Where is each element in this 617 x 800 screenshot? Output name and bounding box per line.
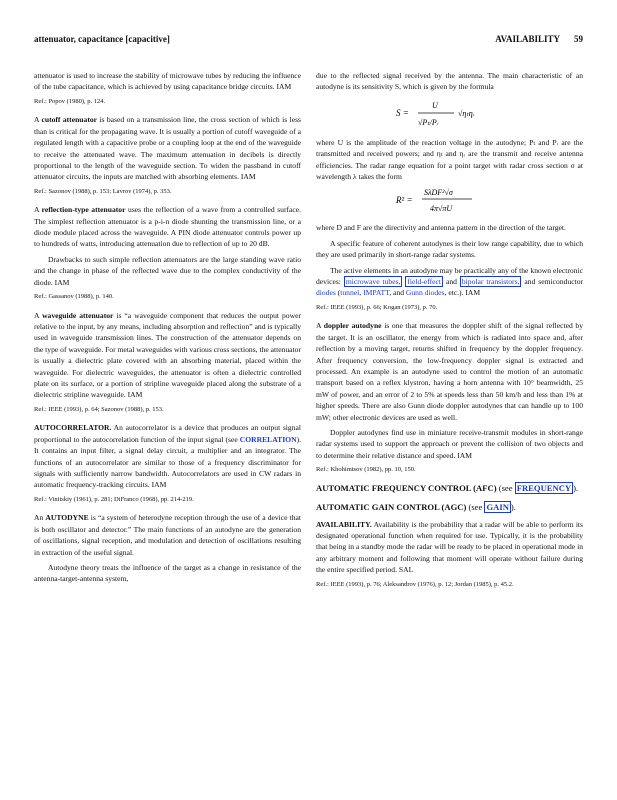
afc-entry: AUTOMATIC FREQUENCY CONTROL (AFC) (see FREQUENCY ). (316, 482, 579, 493)
formula-denominator: √Pₜ/Pᵣ (418, 117, 439, 127)
range-formula (316, 186, 583, 216)
tunnel-link[interactable]: tunnel (340, 288, 360, 298)
term: doppler autodyne (323, 321, 382, 331)
running-head-title: AVAILABILITY (495, 34, 560, 44)
reference: Ref.: IEEE (1993), p. 64; Sazonov (1988), p. 153. (34, 405, 164, 413)
reference: Ref.: IEEE (1993), p. 76; Aleksandrov (1976), p. 12; Jordan (1985), p. 45.2. (316, 580, 514, 588)
sensitivity-formula (316, 97, 583, 131)
left-column (34, 70, 301, 589)
formula-tail: √ηₜηᵣ (458, 108, 475, 118)
correlation-link[interactable]: CORRELATION (239, 434, 297, 444)
reference: Ref.: Vinitskiy (1961), p. 281; DiFranco (1968), pp. 214-219. (34, 495, 194, 503)
diodes-link[interactable]: diodes (316, 288, 336, 298)
paragraph: where D and F are the directivity and antenna pattern in the direction of the target. (316, 223, 566, 233)
running-head-left: attenuator, capacitance [capacitive] (34, 34, 170, 44)
gunn-diodes-link[interactable]: Gunn diodes (405, 288, 445, 298)
term: AUTODYNE (45, 513, 89, 523)
paragraph: due to the reflected signal received by the antenna. The main characteristic of an autodyne is its sensitivity S, which is given by the formula (316, 71, 583, 92)
running-head-right (495, 34, 583, 44)
formula-numerator: SλDF²√σ (424, 188, 453, 198)
page-header (34, 34, 583, 48)
term: AUTOCORRELATOR. (34, 423, 112, 433)
formula-numerator: U (432, 100, 438, 110)
gain-link[interactable]: GAIN (486, 502, 509, 513)
autocorrelator-entry: AUTOCORRELATOR. An autocorrelator is a device that produces an output signal proportional to the autocorrelation function of the input signal (see CORRELATION). It contains an input filter, a signal delay circuit, a multiplier and an integrator. The functions of an autocorrelator are similar to those of a frequency discriminator for signals with sufficiently narrow bandwidth. Autocorrelators are used in CW radars in automatic frequency-tracking circuits. IAM (34, 423, 301, 490)
reference: Ref.: IEEE (1993), p. 66; Kogan (1973), p. 70. (316, 303, 438, 311)
term: AVAILABILITY. (316, 519, 372, 529)
paragraph: where U is the amplitude of the reaction voltage in the autodyne; Pₜ and Pᵣ are the transmitted and received powers; and ηₜ and ηᵣ are the transmit and receive antenna efficiencies. The radar range equation for a point target with radar cross section σ at wavelength λ takes the form (316, 137, 583, 182)
reference: Ref.: Popov (1980), p. 124. (34, 97, 106, 105)
paragraph: Autodyne theory treats the influence of the target as a change in resistance of the antenna-target-antenna system, (34, 562, 301, 584)
waveguide-attenuator-entry: A waveguide attenuator is “a waveguide component that reduces the output power relative to the input, by any means, including absorption and reflection” and is typically used in waveguide transmission lines. The construction of the attenuator depends on the type of waveguide. For metal waveguides with various cross sections, the attenuator is usually a dielectric plate covered with an absorbing material, placed within the waveguide. For dielectric waveguides, the attenuator is often a dielectric controlled plate on its surface, or a portion of stripline waveguide placed along the substrate of a dielectric stripline waveguide. IAM (34, 310, 301, 400)
frequency-link[interactable]: FREQUENCY (516, 482, 572, 493)
reflection-attenuator-entry: A reflection-type attenuator uses the reflection of a wave from a controlled surface. The simplest reflection attenuator is a p-i-n diode shunting the transmission line, or a diode module placed across the waveguide. A PIN diode attenuator controls power up to hundreds of watts, introducing attenuation due to reflection of up to 20 dB. (34, 205, 302, 249)
field-effect-link[interactable]: field-effect (407, 277, 441, 287)
paragraph: A specific feature of coherent autodynes is their low range capability, due to which they are used primarily in short-range radar systems. (316, 238, 583, 260)
term: waveguide attenuator (42, 310, 114, 320)
right-column (316, 70, 583, 597)
cutoff-attenuator-entry: A cutoff attenuator is based on a transmission line, the cross section of which is less than is critical for the propagating wave. It is usually a portion of cutoff waveguide of a regulated length with a capacitive probe or a coupling loop at the end of the waveguide to receive the attenuated wave. The maximum attenuation in decibels is directly proportional to the length of the waveguide section. To widen the passband in cutoff attenuator circuits, the inputs are matched with absorbing elements. IAM (34, 115, 301, 182)
impatt-link[interactable]: IMPATT (363, 288, 390, 298)
doppler-autodyne-entry: A doppler autodyne is one that measures the doppler shift of the signal reflected by the target. It is an oscillator, the energy from which is radiated into space and, after reflection by a moving target, returns shifted in frequency by the doppler frequency. After frequency conversion, the low-frequency doppler signal is extracted and processed. An example is an autodyne used to control the motion of an automatic transport based on a reflex klystron, having a horn antenna with 10° beamwidth, 25 mW of power, and an error of 2 to 5% at speeds less than 50 km/h and less than 1% at higher speeds. There are also Gunn diode doppler autodynes that can handle up to 100 mW; other electronic devices are used as well. (316, 321, 583, 422)
agc-entry: AUTOMATIC GAIN CONTROL (AGC) (see GAIN ). (316, 502, 516, 513)
microwave-tubes-link[interactable]: microwave tubes, (345, 277, 401, 287)
availability-entry: AVAILABILITY. Availability is the probability that a radar will be able to perform its designated operational function when required for use. Typically, it is the probability that being in a standby mode the radar will be ready to be placed in operational mode in any arbitrary moment and following that moment will operate without failure during the entire specified period. SAL (316, 519, 583, 575)
paragraph: Drawbacks to such simple reflection attenuators are the large standing wave ratio and the change in phase of the reflected wave due to the complex conductivity of the diode. IAM (34, 254, 301, 287)
active-elements-paragraph: The active elements in an autodyne may be practically any of the known electronic devices: microwave tubes, field-effect and bipolar transistors, and semiconductor diodes (tunnel, IMPATT, and Gunn diodes, etc.). IAM (316, 265, 584, 298)
formula-lhs: R² = (396, 195, 413, 206)
formula-denominator: 4π√πU (430, 204, 453, 214)
page-number: 59 (574, 34, 583, 44)
bipolar-transistors-link[interactable]: bipolar transistors, (461, 277, 520, 287)
reference: Ref.: Khohimtsov (1982), pp. 10, 150. (316, 466, 416, 474)
term: cutoff attenuator (41, 115, 98, 125)
autodyne-entry: An AUTODYNE is “a system of heterodyne reception through the use of a device that is both oscillator and detector.” The main functions of an autodyne are the generation of oscillations, signal reception, and modulation and detection of oscillations resulting in extraction of the useful signal. (34, 513, 301, 557)
paragraph: Doppler autodynes find use in miniature receive-transmit modules in short-range radar systems used to support the approach or prevent the collision of two objects and to determine their relative distance and speed. IAM (316, 428, 583, 460)
formula-graphic (396, 186, 506, 216)
formula-lhs: S = (396, 107, 409, 118)
formula-graphic (396, 97, 506, 131)
term: reflection-type attenuator (41, 205, 126, 215)
reference: Ref.: Sazonov (1988), p. 153; Lavrov (1974), p. 353. (34, 187, 172, 195)
reference: Ref.: Gassanov (1988), p. 140. (34, 293, 114, 301)
paragraph: attenuator is used to increase the stability of microwave tubes by reducing the influence of the tube capacitance, which is achieved by using capacitance bridge circuits. IAM (34, 71, 301, 92)
